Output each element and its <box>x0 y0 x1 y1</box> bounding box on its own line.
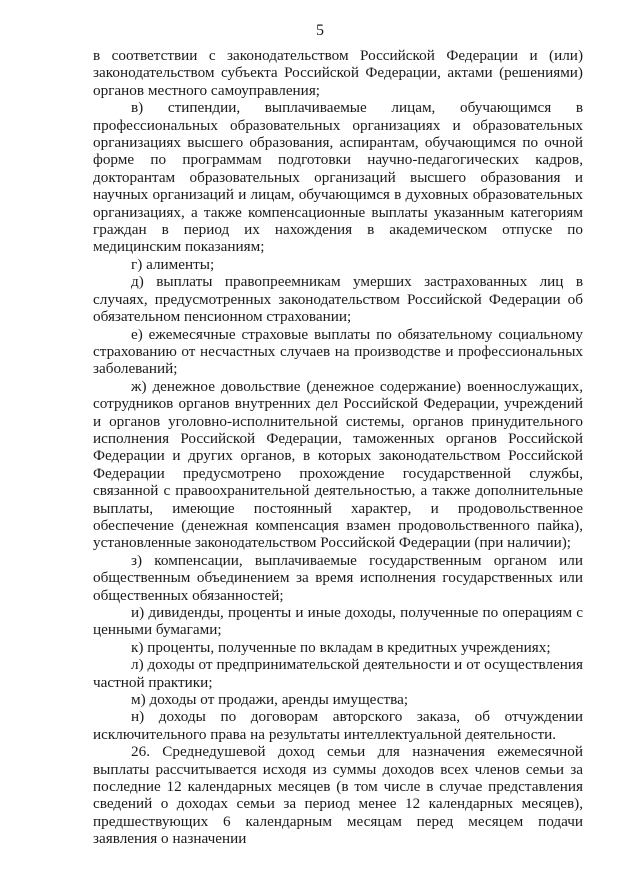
paragraph-item-e: е) ежемесячные страховые выплаты по обязательному социальному страхованию от несчастных случаев на производстве и профессиональных заболеваний; <box>93 325 583 378</box>
paragraph-section-26: 26. Среднедушевой доход семьи для назначения ежемесячной выплаты рассчитывается исходя из суммы доходов всех членов семьи за последние 12 календарных месяцев (в том числе в случае представления сведений о доходах семьи за период менее 12 календарных месяцев), предшествующих 6 календарным месяцам перед месяцем подачи заявления о назначении <box>93 743 583 848</box>
paragraph-item-n: н) доходы по договорам авторского заказа, об отчуждении исключительного права на результаты интеллектуальной деятельности. <box>93 708 583 743</box>
paragraph-item-z: з) компенсации, выплачиваемые государственным органом или общественным объединением за время исполнения государственных или общественных обязанностей; <box>93 551 583 604</box>
paragraph-item-l: л) доходы от предпринимательской деятельности и от осуществления частной практики; <box>93 656 583 691</box>
document-body <box>93 47 583 848</box>
paragraph-item-k: к) проценты, полученные по вкладам в кредитных учреждениях; <box>131 638 551 656</box>
paragraph-item-m: м) доходы от продажи, аренды имущества; <box>131 691 409 709</box>
paragraph-item-i: и) дивиденды, проценты и иные доходы, полученные по операциям с ценными бумагами; <box>93 604 583 639</box>
paragraph-item-v: в) стипендии, выплачиваемые лицам, обучающимся в профессиональных образовательных организациях и образовательных организациях высшего образования, аспирантам, обучающимся по очной форме по программам подготовки научно-педагогических кадров, докторантам образовательных организаций высшего образования и научных организаций и лицам, обучающимся в духовных образовательных организациях, а также компенсационные выплаты указанным категориям граждан в период их нахождения в академическом отпуске по медицинским показаниям; <box>93 99 583 256</box>
page-number: 5 <box>316 22 324 39</box>
paragraph-continuation: в соответствии с законодательством Российской Федерации и (или) законодательством субъекта Российской Федерации, актами (решениями) органов местного самоуправления; <box>93 47 583 99</box>
paragraph-item-d: д) выплаты правопреемникам умерших застрахованных лиц в случаях, предусмотренных законодательством Российской Федерации об обязательном пенсионном страховании; <box>93 273 583 326</box>
paragraph-item-zh: ж) денежное довольствие (денежное содержание) военнослужащих, сотрудников органов внутренних дел Российской Федерации, учреждений и органов уголовно-исполнительной системы, органов принудительного исполнения Российской Федерации, таможенных органов Российской Федерации и других органов, в которых законодательством Российской Федерации предусмотрено прохождение государственной службы, связанной с правоохранительной деятельностью, а также дополнительные выплаты, имеющие постоянный характер, и продовольственное обеспечение (денежная компенсация взамен продовольственного пайка), установленные законодательством Российской Федерации (при наличии); <box>93 377 583 552</box>
paragraph-item-g: г) алименты; <box>131 255 215 273</box>
